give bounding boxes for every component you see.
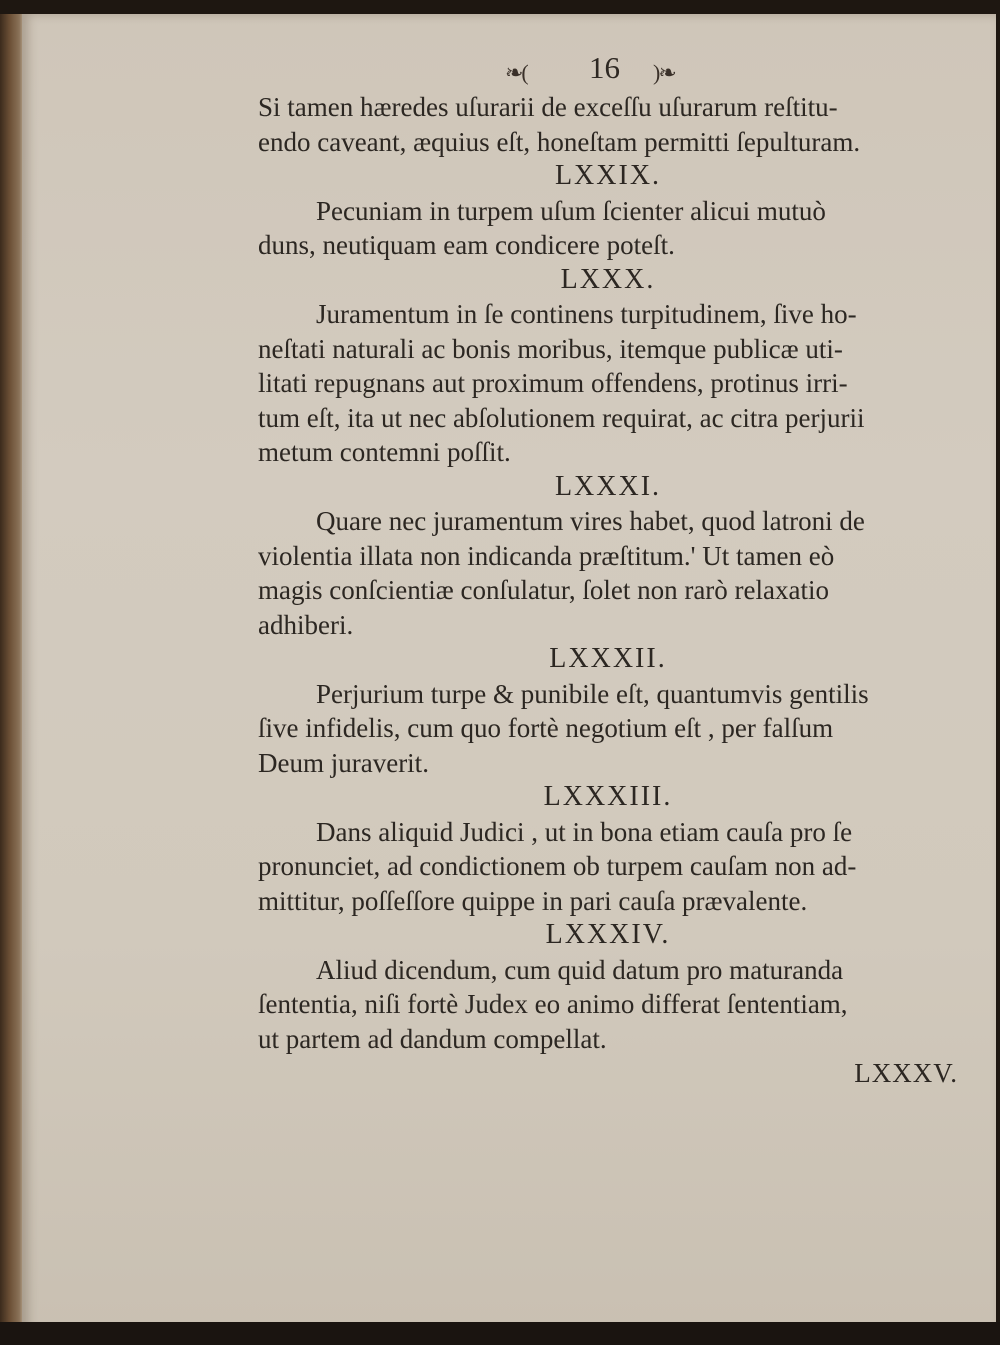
- page-number: 16: [589, 50, 620, 85]
- section-heading-lxxxiv: LXXXIV.: [545, 919, 671, 950]
- text-line: Si tamen hæredes uſurarii de exceſſu uſurarum reſtitu-: [258, 92, 838, 122]
- book-spine-edge: [0, 14, 24, 1332]
- section-heading-lxxx: LXXX.: [560, 263, 656, 295]
- scan-bottom-border: [0, 1322, 1000, 1345]
- right-ornament-icon: )❧: [653, 60, 675, 85]
- text-line: mittitur, poſſeſſore quippe in pari cauſa prævalente.: [258, 885, 808, 916]
- left-ornament-icon: ❧(: [505, 60, 527, 85]
- text-line: Quare nec juramentum vires habet, quod latroni de: [316, 506, 865, 536]
- text-line: tum eſt, ita ut nec abſolutionem requirat, ac citra perjurii: [258, 402, 865, 433]
- text-line: Perjurium turpe & punibile eſt, quantumvis gentilis: [316, 678, 869, 709]
- text-line: duns, neutiquam eam condicere poteſt.: [258, 230, 675, 260]
- paragraph-lxxxiv: [258, 953, 958, 1057]
- section-heading-lxxix: LXXIX.: [554, 160, 662, 191]
- text-line: ut partem ad dandum compellat.: [258, 1023, 607, 1054]
- paragraph-lxxxiii: [258, 815, 958, 919]
- text-line: Juramentum in ſe continens turpitudinem, ſive ho-: [316, 299, 857, 329]
- section-heading-lxxxii: LXXXII.: [549, 643, 667, 674]
- page-header: [505, 44, 705, 90]
- paragraph-lxxix: [258, 194, 958, 263]
- text-line: magis conſcientiæ conſulatur, ſolet non rarò relaxatio: [258, 575, 829, 605]
- text-line: adhiberi.: [258, 609, 354, 640]
- paragraph-lxxxi: [258, 504, 958, 642]
- text-line: neſtati naturali ac bonis moribus, itemque publicæ uti-: [258, 333, 843, 364]
- catchword: LXXXV.: [854, 1058, 958, 1088]
- text-line: ſententia, niſi fortè Judex eo animo differat ſententiam,: [258, 989, 848, 1019]
- paragraph-lxxx: [258, 297, 958, 470]
- text-line: ſive infidelis, cum quo fortè negotium eſt , per falſum: [258, 713, 834, 743]
- paragraph-lxxxii: [258, 677, 958, 781]
- text-line: violentia illata non indicanda præſtitum.' Ut tamen eò: [258, 540, 835, 571]
- body-text: [258, 90, 958, 1091]
- section-heading-lxxxiii: LXXXIII.: [543, 781, 673, 812]
- text-line: Pecuniam in turpem uſum ſcienter alicui mutuò: [316, 195, 826, 226]
- text-line: endo caveant, æquius eſt, honeſtam permitti ſepulturam.: [258, 126, 861, 157]
- text-line: Deum juraverit.: [258, 747, 429, 778]
- paragraph-continued: [258, 90, 958, 159]
- text-line: litati repugnans aut proximum offendens, protinus irri-: [258, 368, 848, 398]
- text-line: Dans aliquid Judici , ut in bona etiam cauſa pro ſe: [316, 816, 853, 847]
- text-line: metum contemni poſſit.: [258, 437, 511, 467]
- section-heading-lxxxi: LXXXI.: [554, 470, 662, 502]
- text-line: Aliud dicendum, cum quid datum pro maturanda: [316, 954, 844, 985]
- text-line: pronunciet, ad condictionem ob turpem cauſam non ad-: [258, 851, 857, 881]
